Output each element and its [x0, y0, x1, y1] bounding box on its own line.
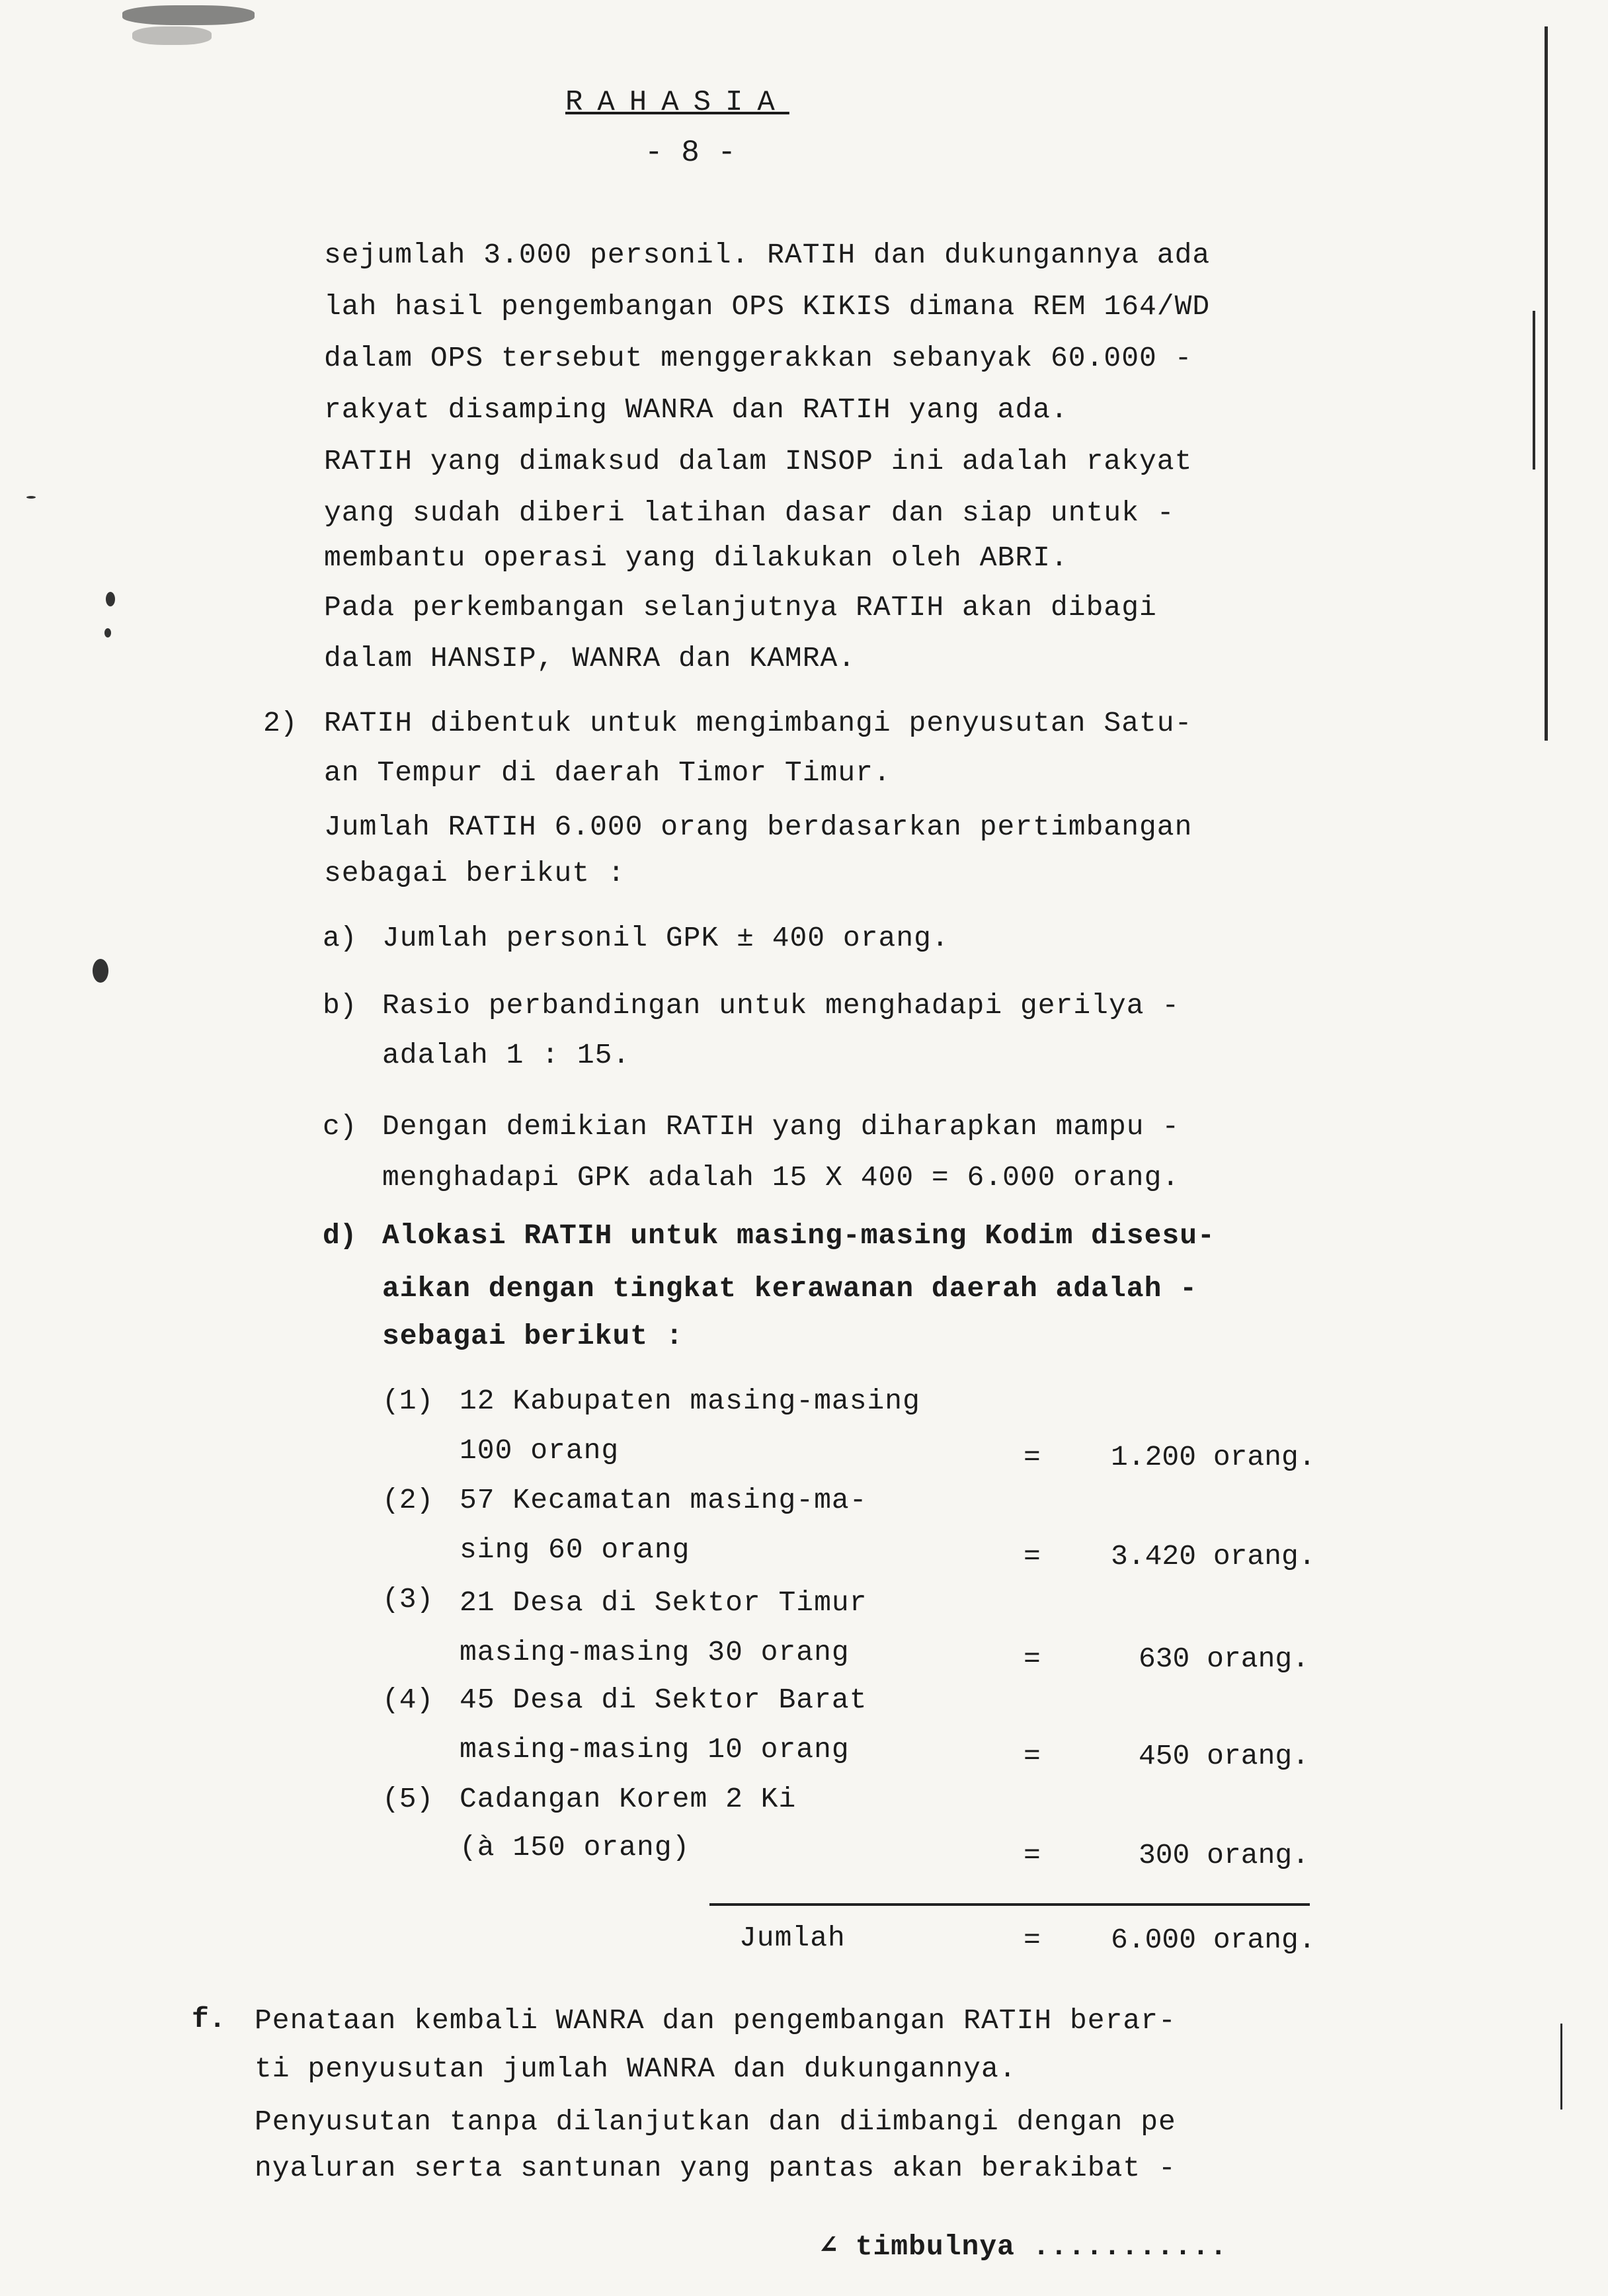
total-divider [709, 1903, 1310, 1906]
allocation-row-text: 21 Desa di Sektor Timur [460, 1586, 867, 1619]
allocation-row-equals: = [1024, 1839, 1041, 1871]
scan-right-edge-line [1545, 26, 1548, 741]
item-d-label: d) [323, 1219, 357, 1252]
section-2-line: sebagai berikut : [324, 857, 625, 889]
item-b-line: adalah 1 : 15. [382, 1039, 631, 1071]
total-label: Jumlah [739, 1922, 846, 1954]
allocation-row-amount: 630 orang. [1138, 1643, 1309, 1675]
allocation-row-equals: = [1024, 1643, 1041, 1675]
intro-line: sejumlah 3.000 personil. RATIH dan dukungannya ada [324, 239, 1211, 271]
section-f-label: f. [192, 2003, 226, 2035]
allocation-row-text: 45 Desa di Sektor Barat [460, 1684, 867, 1716]
scan-speck [106, 592, 115, 606]
section-f-line: Penataan kembali WANRA dan pengembangan RATIH berar- [255, 2004, 1176, 2037]
scan-smudge-top-left [122, 5, 255, 25]
allocation-row-amount: 300 orang. [1138, 1839, 1309, 1871]
section-2-label: 2) [263, 707, 298, 739]
allocation-row-label: (4) [382, 1684, 434, 1716]
allocation-row-text: 100 orang [460, 1434, 620, 1467]
allocation-row-text: 12 Kabupaten masing-masing [460, 1385, 920, 1417]
allocation-row-label: (1) [382, 1385, 434, 1417]
allocation-row-amount: 1.200 orang. [1111, 1441, 1316, 1473]
intro-line: Pada perkembangan selanjutnya RATIH akan dibagi [324, 591, 1157, 624]
intro-line: lah hasil pengembangan OPS KIKIS dimana REM 164/WD [324, 290, 1211, 323]
section-2-line: Jumlah RATIH 6.000 orang berdasarkan pertimbangan [324, 811, 1193, 843]
section-f-line: nyaluran serta santunan yang pantas akan berakibat - [255, 2152, 1176, 2184]
intro-line: dalam OPS tersebut menggerakkan sebanyak 60.000 - [324, 342, 1193, 374]
total-amount: 6.000 orang. [1111, 1924, 1316, 1956]
scan-right-edge-line-2 [1533, 311, 1535, 470]
intro-line: rakyat disamping WANRA dan RATIH yang ada. [324, 393, 1068, 426]
continuation-note: ∠ timbulnya ........... [820, 2231, 1228, 2263]
item-c-line: menghadapi GPK adalah 15 X 400 = 6.000 orang. [382, 1161, 1180, 1194]
item-b-label: b) [323, 989, 357, 1022]
allocation-row-text: 57 Kecamatan masing-ma- [460, 1484, 867, 1516]
item-c-line: Dengan demikian RATIH yang diharapkan mampu - [382, 1110, 1180, 1143]
page-number: - 8 - [645, 136, 737, 170]
item-d-line: aikan dengan tingkat kerawanan daerah adalah - [382, 1272, 1197, 1305]
allocation-row-text: (à 150 orang) [460, 1831, 690, 1864]
allocation-row-equals: = [1024, 1441, 1041, 1473]
allocation-row-text: Cadangan Korem 2 Ki [460, 1783, 797, 1815]
scan-speck [93, 959, 108, 983]
intro-line: RATIH yang dimaksud dalam INSOP ini adalah rakyat [324, 445, 1193, 477]
intro-line: membantu operasi yang dilakukan oleh ABRI. [324, 542, 1068, 574]
allocation-row-label: (3) [382, 1583, 434, 1616]
allocation-row-label: (5) [382, 1783, 434, 1815]
item-d-line: Alokasi RATIH untuk masing-masing Kodim disesu- [382, 1219, 1215, 1252]
scan-speck [104, 628, 111, 637]
section-f-line: Penyusutan tanpa dilanjutkan dan diimbangi dengan pe [255, 2106, 1176, 2138]
allocation-row-text: masing-masing 10 orang [460, 1733, 850, 1766]
intro-line: yang sudah diberi latihan dasar dan siap untuk - [324, 497, 1175, 529]
item-b-line: Rasio perbandingan untuk menghadapi gerilya - [382, 989, 1180, 1022]
section-2-line: an Tempur di daerah Timor Timur. [324, 757, 891, 789]
item-c-label: c) [323, 1110, 357, 1143]
item-a-line: Jumlah personil GPK ± 400 orang. [382, 922, 949, 954]
item-d-line: sebagai berikut : [382, 1320, 684, 1352]
intro-line: dalam HANSIP, WANRA dan KAMRA. [324, 642, 856, 675]
allocation-row-amount: 3.420 orang. [1111, 1540, 1316, 1573]
classification-header: RAHASIA [565, 86, 789, 119]
allocation-row-equals: = [1024, 1740, 1041, 1772]
allocation-row-label: (2) [382, 1484, 434, 1516]
scan-smudge-top-left-2 [132, 26, 212, 45]
item-a-label: a) [323, 922, 357, 954]
allocation-row-amount: 450 orang. [1138, 1740, 1309, 1772]
section-f-line: ti penyusutan jumlah WANRA dan dukungannya. [255, 2053, 1017, 2085]
scan-speck [26, 496, 36, 499]
allocation-row-equals: = [1024, 1540, 1041, 1573]
allocation-row-text: sing 60 orang [460, 1534, 690, 1566]
scan-right-edge-line-3 [1560, 2024, 1562, 2110]
total-equals: = [1024, 1924, 1041, 1956]
allocation-row-text: masing-masing 30 orang [460, 1636, 850, 1668]
section-2-line: RATIH dibentuk untuk mengimbangi penyusutan Satu- [324, 707, 1193, 739]
